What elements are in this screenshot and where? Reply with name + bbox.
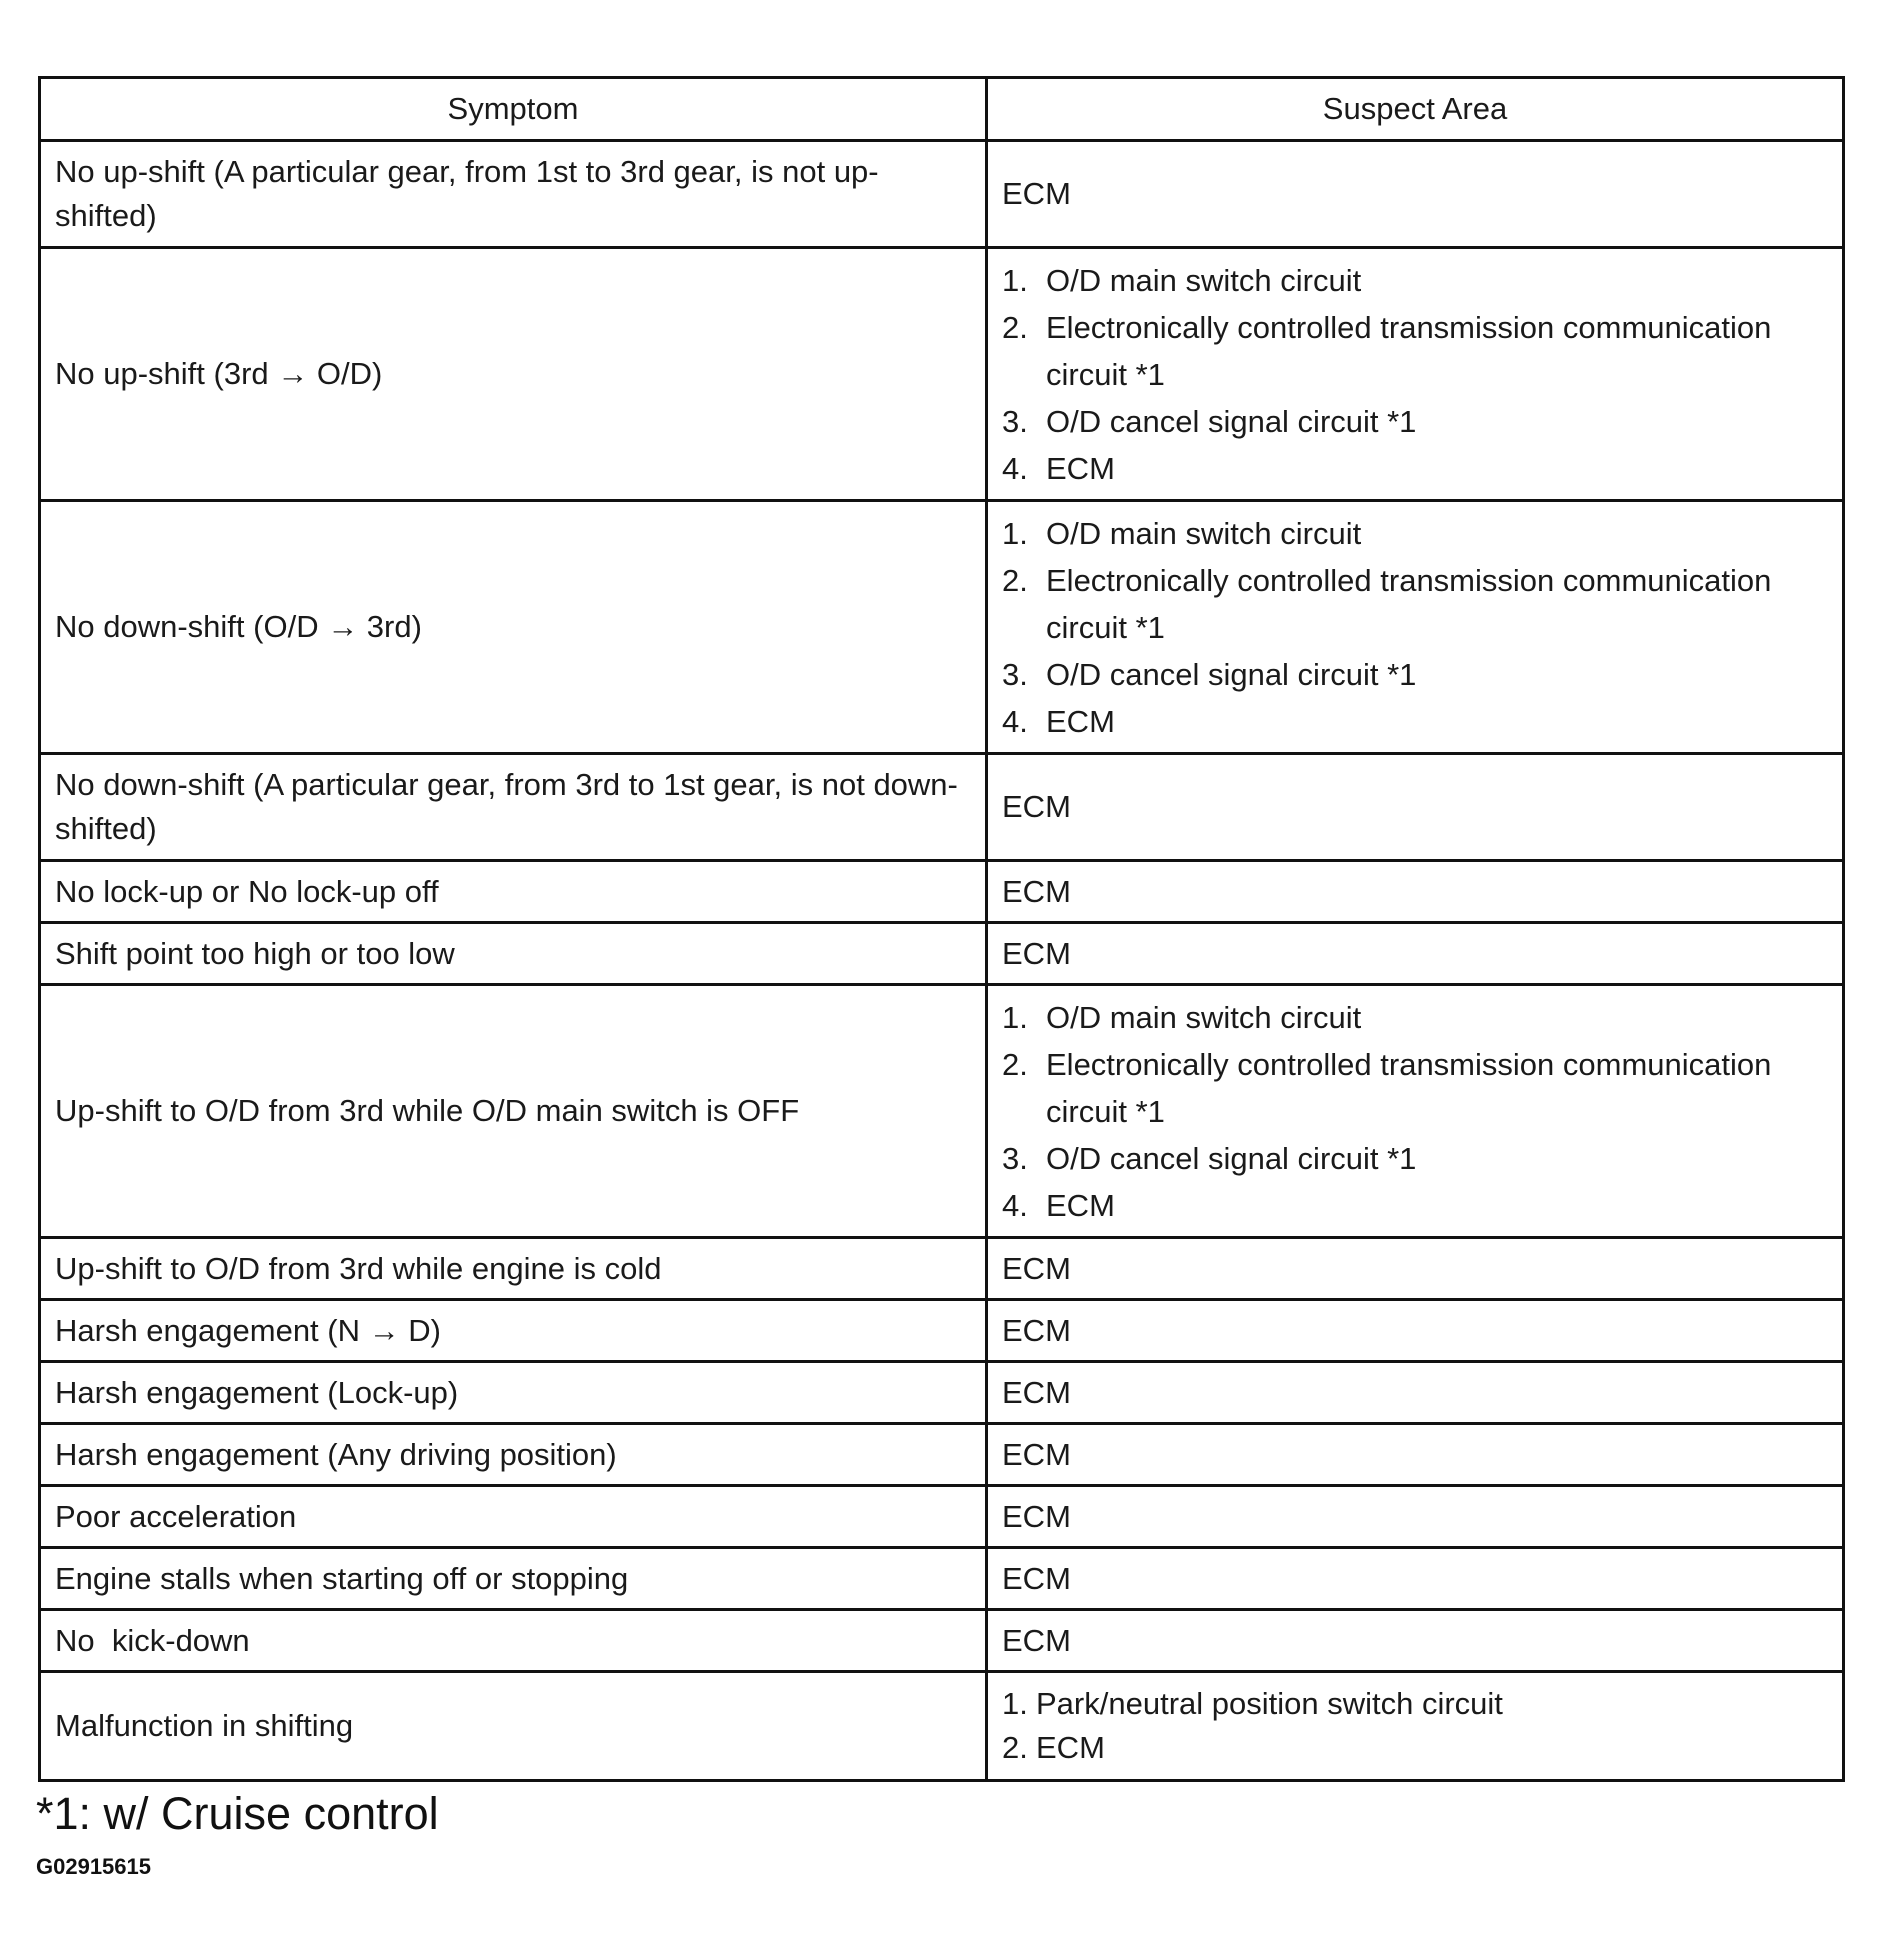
suspect-cell: ECM: [987, 923, 1844, 985]
suspect-cell: ECM: [987, 1300, 1844, 1362]
table-row: [40, 861, 1844, 923]
list-item: 4. ECM: [1002, 450, 1115, 486]
suspect-list: [1002, 510, 1828, 745]
table-row: [40, 1424, 1844, 1486]
suspect-cell: ECM: [987, 754, 1844, 861]
suspect-cell: [987, 985, 1844, 1238]
symptom-table: [38, 76, 1845, 1782]
table-row: [40, 1300, 1844, 1362]
symptom-text: No up-shift (3rd → O/D): [55, 356, 383, 391]
footnote: *1: w/ Cruise control: [36, 1788, 439, 1839]
symptom-cell: Harsh engagement (Lock-up): [40, 1362, 987, 1424]
suspect-list: [1002, 994, 1828, 1229]
suspect-cell: ECM: [987, 141, 1844, 248]
symptom-cell: [40, 248, 987, 501]
list-item: 1. O/D main switch circuit: [1002, 262, 1362, 298]
table-row: [40, 1486, 1844, 1548]
suspect-list: [1002, 257, 1828, 492]
table-row: [40, 1548, 1844, 1610]
symptom-cell: Poor acceleration: [40, 1486, 987, 1548]
list-item: 3. O/D cancel signal circuit *1: [1002, 656, 1417, 692]
symptom-cell: [40, 141, 987, 248]
list-item: 1. Park/neutral position switch circuit: [1002, 1686, 1503, 1721]
symptom-text: No down-shift (A particular gear, from 3rd to 1st gear, is not down-shifted): [55, 767, 958, 846]
symptom-cell: Shift point too high or too low: [40, 923, 987, 985]
symptom-cell: [40, 985, 987, 1238]
header-suspect-area: Suspect Area: [987, 78, 1844, 141]
symptom-cell: No lock-up or No lock-up off: [40, 861, 987, 923]
table-row: [40, 1238, 1844, 1300]
figure-code: G02915615: [36, 1854, 151, 1879]
table-row: [40, 1610, 1844, 1672]
symptom-text: Up-shift to O/D from 3rd while O/D main switch is OFF: [55, 1093, 800, 1128]
list-item: 2. ECM: [1002, 1730, 1105, 1765]
list-item: 3. O/D cancel signal circuit *1: [1002, 403, 1417, 439]
table-row: [40, 754, 1844, 861]
suspect-cell: ECM: [987, 861, 1844, 923]
table-row: [40, 985, 1844, 1238]
suspect-cell: ECM: [987, 1548, 1844, 1610]
suspect-cell: ECM: [987, 1238, 1844, 1300]
header-symptom: Symptom: [40, 78, 987, 141]
symptom-cell: Harsh engagement (Any driving position): [40, 1424, 987, 1486]
list-item: 2. Electronically controlled transmission communication circuit *1: [1002, 562, 1772, 645]
list-item: 1. O/D main switch circuit: [1002, 515, 1362, 551]
table-row: [40, 248, 1844, 501]
list-item: 2. Electronically controlled transmission communication circuit *1: [1002, 309, 1772, 392]
symptom-cell: Harsh engagement (N → D): [40, 1300, 987, 1362]
symptom-cell: Up-shift to O/D from 3rd while engine is cold: [40, 1238, 987, 1300]
list-item: 1. O/D main switch circuit: [1002, 999, 1362, 1035]
suspect-cell: [987, 501, 1844, 754]
list-item: 4. ECM: [1002, 703, 1115, 739]
symptom-cell: [40, 1610, 987, 1672]
suspect-cell: ECM: [987, 1424, 1844, 1486]
suspect-cell: ECM: [987, 1610, 1844, 1672]
list-item: 4. ECM: [1002, 1187, 1115, 1223]
suspect-cell: [987, 248, 1844, 501]
list-item: 2. Electronically controlled transmission communication circuit *1: [1002, 1046, 1772, 1129]
suspect-cell: [987, 1672, 1844, 1781]
suspect-list: [1002, 1682, 1828, 1770]
table-row: [40, 501, 1844, 754]
symptom-text: No down-shift (O/D → 3rd): [55, 609, 422, 644]
symptom-cell: Malfunction in shifting: [40, 1672, 987, 1781]
table-row: [40, 141, 1844, 248]
table-header-row: [40, 78, 1844, 141]
suspect-cell: ECM: [987, 1486, 1844, 1548]
symptom-text: No kick-down: [55, 1622, 250, 1658]
suspect-cell: ECM: [987, 1362, 1844, 1424]
symptom-cell: [40, 501, 987, 754]
symptom-text: No up-shift (A particular gear, from 1st to 3rd gear, is not up-shifted): [55, 154, 879, 233]
symptom-cell: [40, 754, 987, 861]
table-row: [40, 923, 1844, 985]
symptom-cell: Engine stalls when starting off or stopping: [40, 1548, 987, 1610]
table-row: [40, 1672, 1844, 1781]
table-row: [40, 1362, 1844, 1424]
list-item: 3. O/D cancel signal circuit *1: [1002, 1140, 1417, 1176]
